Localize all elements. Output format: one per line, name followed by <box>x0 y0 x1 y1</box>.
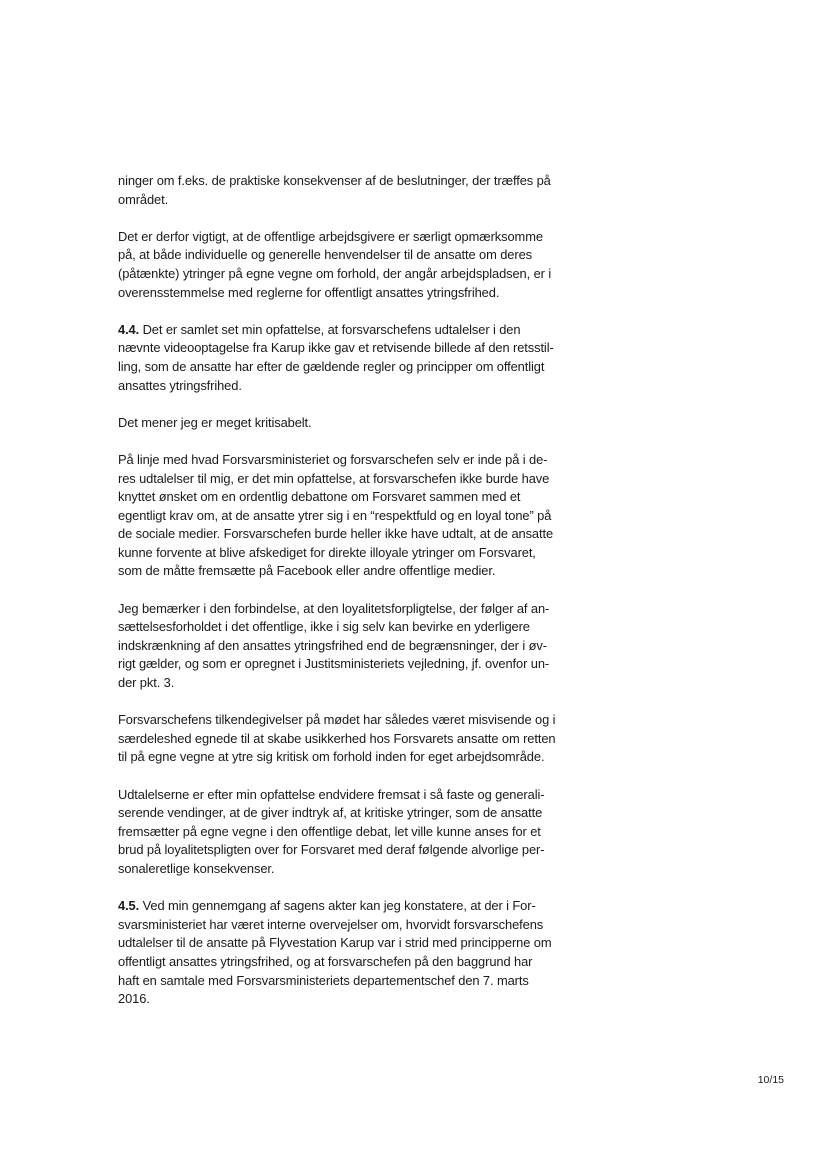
paragraph-6 <box>118 600 586 693</box>
paragraph-5 <box>118 451 586 581</box>
paragraph-text: ninger om f.eks. de praktiske konsekvenser af de beslutninger, der træffes på området. <box>118 173 551 207</box>
paragraph-8 <box>118 786 586 879</box>
paragraph-text: Forsvarschefens tilkendegivelser på mødet har således været misvisende og i særdeleshed egnede til at skabe usikkerhed hos Forsvarets ansatte om retten til på egne vegne at ytre sig kritisk om forhold inden for eget arbejdsområde. <box>118 712 556 765</box>
paragraph-4 <box>118 414 586 433</box>
paragraph-2 <box>118 228 586 302</box>
body-text <box>118 172 586 1027</box>
paragraph-1 <box>118 172 586 209</box>
section-number-4-4: 4.4. <box>118 321 140 337</box>
section-number-4-5: 4.5. <box>118 898 140 914</box>
paragraph-text: Det mener jeg er meget kritisabelt. <box>118 414 312 430</box>
paragraph-text: Ved min gennemgang af sagens akter kan jeg konstatere, at der i For- svarsministeriet har været interne overvejelser om, hvorvidt forsvarschefens udtalelser til de ansatte på Flyvestation Karup var i strid med principperne om offentligt ansattes ytringsfrihed, og at forsvarschefen på den baggrund har haft en samtale med Forsvarsministeriets departementschef den 7. marts 2016. <box>118 898 552 1007</box>
paragraph-text: Jeg bemærker i den forbindelse, at den loyalitetsforpligtelse, der følger af an- sættelsesforholdet i det offentlige, ikke i sig selv kan bevirke en yderligere indskrænkning af den ansattes ytringsfrihed end de begrænsninger, der i øv- rigt gælder, og som er opregnet i Justitsministeriets vejledning, jf. ovenfor un- der pkt. 3. <box>118 600 550 691</box>
paragraph-text: Udtalelserne er efter min opfattelse endvidere fremsat i så faste og generali- serende vendinger, at de giver indtryk af, at kritiske ytringer, som de ansatte fremsætter på egne vegne i den offentlige debat, let ville kunne anses for et brud på loyalitetspligten over for Forsvaret med deraf følgende alvorlige per- sonaleretlige konsekvenser. <box>118 786 545 876</box>
paragraph-text: Det er samlet set min opfattelse, at forsvarschefens udtalelser i den nævnte videooptagelse fra Karup ikke gav et retvisende billede af den retsstil- ling, som de ansatte har efter de gældende regler og principper om offentligt ansattes ytringsfrihed. <box>118 321 554 393</box>
page-number: 10/15 <box>757 1074 784 1086</box>
paragraph-text: På linje med hvad Forsvarsministeriet og forsvarschefen selv er inde på i de- res udtalelser til mig, er det min opfattelse, at forsvarschefen ikke burde have knyttet ønsket om en ordentlig debattone om Forsvaret sammen med et egentligt krav om, at de ansatte ytrer sig i en “respektfuld og en loyal tone” på de sociale medier. Forsvarschefen burde heller ikke have udtalt, at de ansatte kunne forvente at blive afskediget for direkte illoyale ytringer om Forsvaret, som de måtte fremsætte på Facebook eller andre offentlige medier. <box>118 451 554 579</box>
paragraph-9 <box>118 897 586 1009</box>
paragraph-text: Det er derfor vigtigt, at de offentlige arbejdsgivere er særligt opmærksomme på, at både individuelle og generelle henvendelser til de ansatte om deres (påtænkte) ytringer på egne vegne om forhold, der angår arbejdspladsen, er i overensstemmelse med reglerne for offentligt ansattes ytringsfrihed. <box>118 228 552 300</box>
paragraph-3 <box>118 321 586 395</box>
paragraph-7 <box>118 711 586 767</box>
